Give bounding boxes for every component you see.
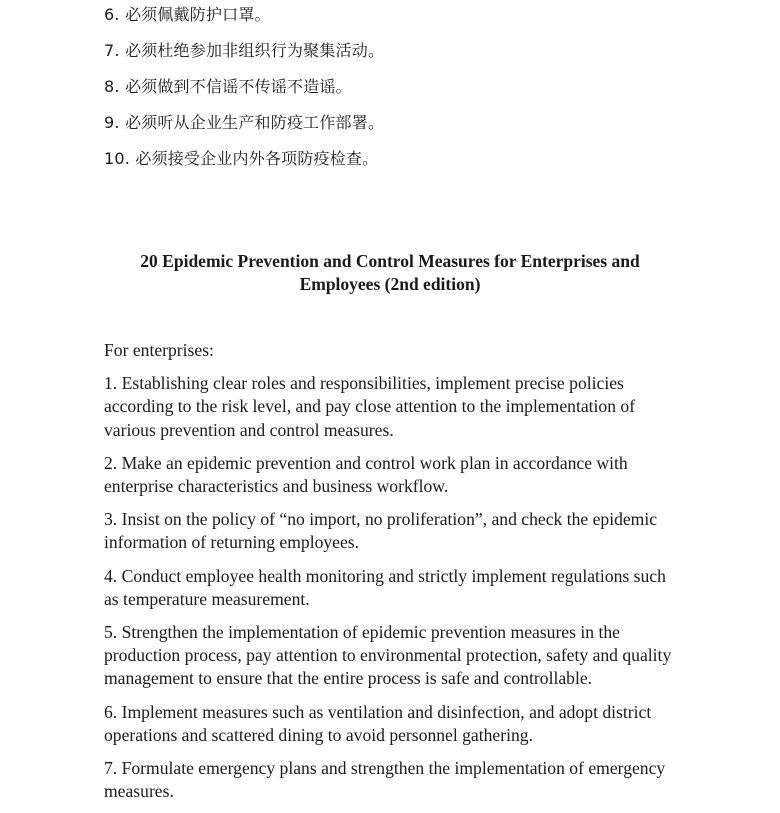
measures-body (104, 339, 684, 813)
title-line-2: Employees (2nd edition) (299, 273, 481, 294)
list-item: 7. 必须杜绝参加非组织行为聚集活动。 (104, 41, 385, 60)
chinese-measures-list (104, 3, 684, 171)
section-intro: For enterprises: (104, 340, 214, 360)
list-item: 10. 必须接受企业内外各项防疫检查。 (104, 149, 379, 168)
chinese-list-section (104, 0, 684, 183)
measure-paragraph: 7. Formulate emergency plans and strengthen the implementation of emergency measures. (104, 758, 666, 802)
list-item: 9. 必须听从企业生产和防疫工作部署。 (104, 113, 385, 132)
measure-paragraph: 4. Conduct employee health monitoring and strictly implement regulations such as temperature measurement. (104, 565, 666, 609)
measure-paragraph: 2. Make an epidemic prevention and control work plan in accordance with enterprise characteristics and business workflow. (104, 452, 628, 497)
title-line-1: 20 Epidemic Prevention and Control Measures for Enterprises and (140, 251, 640, 271)
list-item: 8. 必须做到不信谣不传谣不造谣。 (104, 77, 352, 96)
document-title (104, 250, 676, 295)
list-item: 6. 必须佩戴防护口罩。 (104, 5, 271, 24)
measure-paragraph: 1. Establishing clear roles and responsibilities, implement precise policies according to the risk level, and pay close attention to the implementation of various prevention and control measures. (104, 373, 636, 440)
measure-paragraph: 5. Strengthen the implementation of epidemic prevention measures in the production process, pay attention to environmental protection, safety and quality management to ensure that the entire process is safe and controllable. (104, 622, 672, 689)
measure-paragraph: 6. Implement measures such as ventilation and disinfection, and adopt district operations and scattered dining to avoid personnel gathering. (104, 701, 652, 745)
measure-paragraph: 3. Insist on the policy of “no import, no proliferation”, and check the epidemic information of returning employees. (104, 509, 658, 553)
